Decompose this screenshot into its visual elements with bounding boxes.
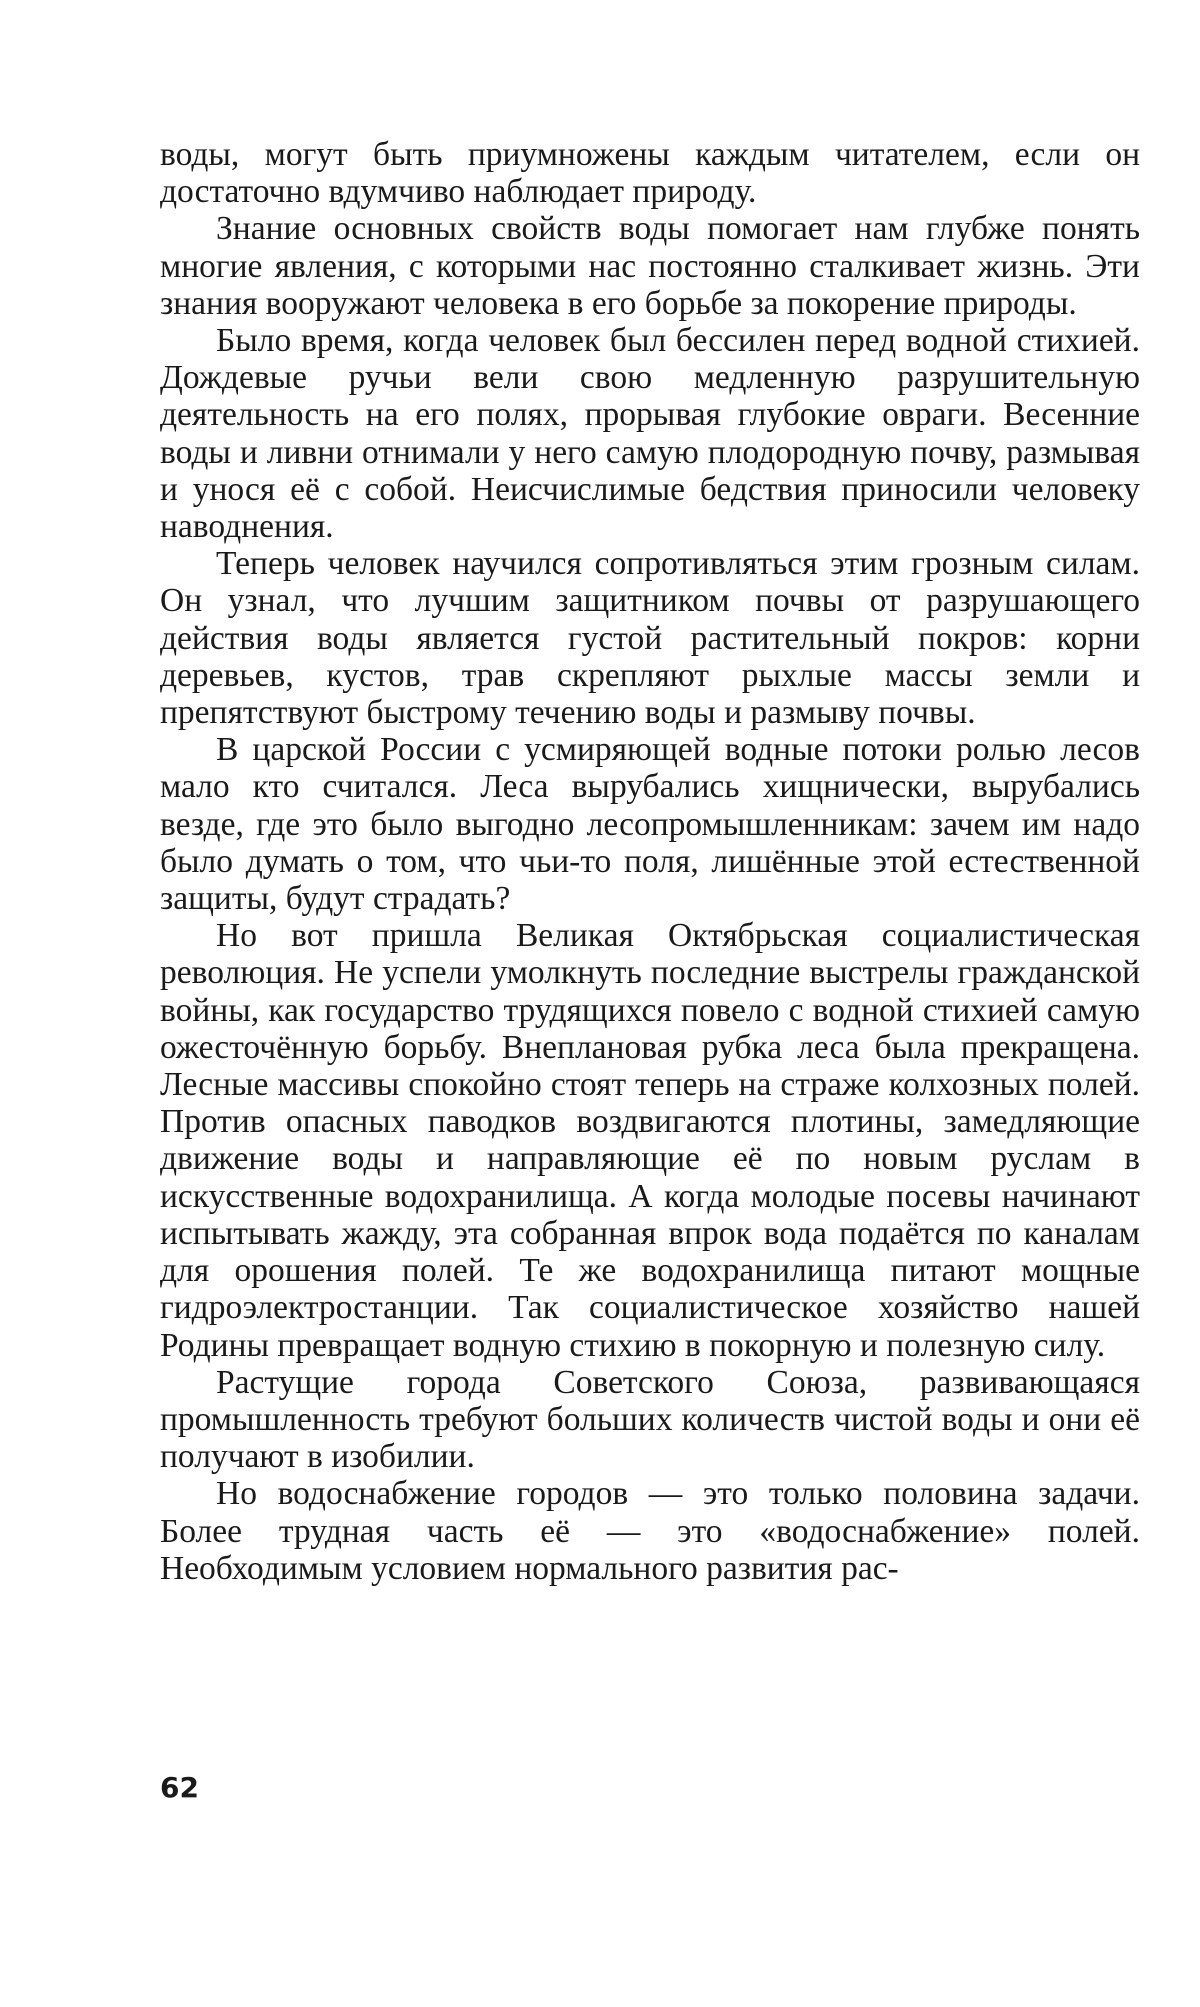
paragraph-2: Знание основных свойств воды помогает нам глубже понять многие явления, с которыми нас постоянно сталкивает жизнь. Эти знания вооружают человека в его борьбе за покорение природы. [160, 210, 1140, 322]
paragraph-3: Было время, когда человек был бессилен перед водной стихией. Дождевые ручьи вели свою медленную разрушительную деятельность на его полях, прорывая глубокие овраги. Весенние воды и ливни отнимали у него самую плодородную почву, размывая и унося её с собой. Неисчислимые бедствия приносили человеку наводнения. [160, 322, 1140, 546]
page-number: 62 [160, 1771, 199, 1804]
body-text [160, 136, 1140, 1587]
paragraph-5: В царской России с усмиряющей водные потоки ролью лесов мало кто считался. Леса вырубались хищнически, вырубались везде, где это было выгодно лесопромышленникам: зачем им надо было думать о том, что чьи-то поля, лишённые этой естественной защиты, будут страдать? [160, 731, 1140, 918]
paragraph-4: Теперь человек научился сопротивляться этим грозным силам. Он узнал, что лучшим защитником почвы от разрушающего действия воды является густой растительный покров: корни деревьев, кустов, трав скрепляют рыхлые массы земли и препятствуют быстрому течению воды и размыву почвы. [160, 545, 1140, 732]
paragraph-1: воды, могут быть приумножены каждым читателем, если он достаточно вдумчиво наблюдает природу. [160, 136, 1140, 211]
paragraph-6: Но вот пришла Великая Октябрьская социалистическая революция. Не успели умолкнуть последние выстрелы гражданской войны, как государство трудящихся повело с водной стихией самую ожесточённую борьбу. Внеплановая рубка леса была прекращена. Лесные массивы спокойно стоят теперь на страже колхозных полей. Против опасных паводков воздвигаются плотины, замедляющие движение воды и направляющие её по новым руслам в искусственные водохранилища. А когда молодые посевы начинают испытывать жажду, эта собранная впрок вода подаётся по каналам для орошения полей. Те же водохранилища питают мощные гидроэлектростанции. Так социалистическое хозяйство нашей Родины превращает водную стихию в покорную и полезную силу. [160, 917, 1140, 1364]
paragraph-7: Растущие города Советского Союза, развивающаяся промышленность требуют больших количеств чистой воды и они её получают в изобилии. [160, 1363, 1140, 1476]
paragraph-8: Но водоснабжение городов — это только половина задачи. Более трудная часть её — это «водоснабжение» полей. Необходимым условием нормального развития рас- [160, 1475, 1140, 1587]
